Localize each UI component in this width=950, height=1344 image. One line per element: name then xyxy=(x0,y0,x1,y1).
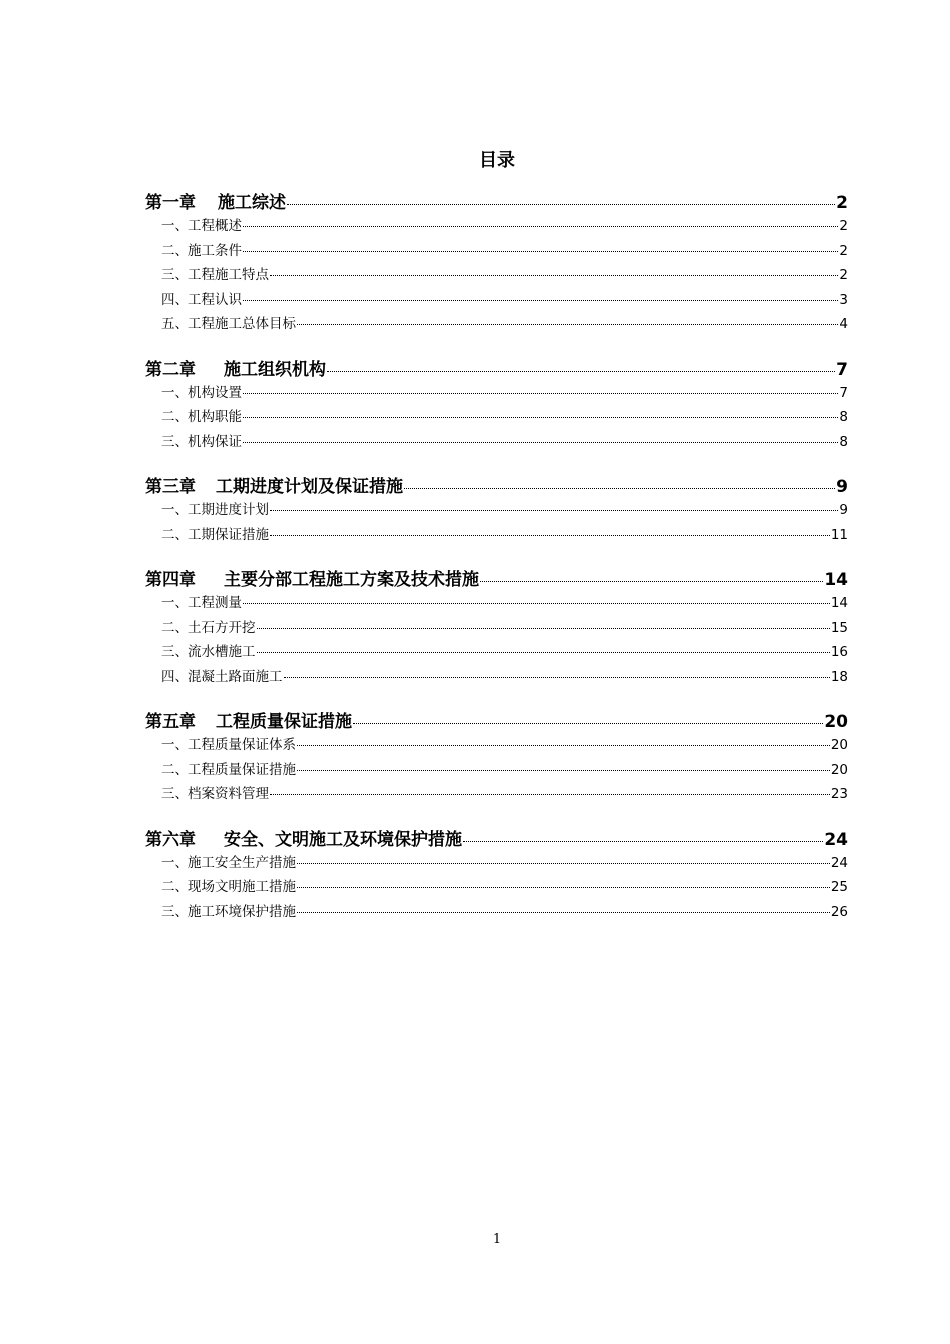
dot-leader xyxy=(243,393,838,394)
chapter-label: 第一章 xyxy=(145,193,196,213)
dot-leader xyxy=(287,204,835,205)
toc-chapter xyxy=(145,472,848,547)
toc-section-entry[interactable] xyxy=(145,430,848,455)
chapter-page-number: 14 xyxy=(824,570,848,590)
toc-chapter xyxy=(145,188,848,337)
toc-chapter xyxy=(145,825,848,925)
chapter-title: 工期进度计划及保证措施 xyxy=(216,477,403,497)
dot-leader xyxy=(243,251,838,252)
dot-leader xyxy=(243,226,838,227)
section-page-number: 26 xyxy=(830,903,848,920)
toc-chapter-entry[interactable] xyxy=(145,472,848,498)
dot-leader xyxy=(297,770,830,771)
section-page-number: 4 xyxy=(839,316,848,332)
toc-section-entry[interactable] xyxy=(145,498,848,523)
section-title: 一、施工安全生产措施 xyxy=(161,854,296,871)
toc-section-entry[interactable] xyxy=(145,239,848,264)
dot-leader xyxy=(480,581,823,582)
dot-leader xyxy=(257,628,830,629)
dot-leader xyxy=(297,745,830,746)
toc-chapter-entry[interactable] xyxy=(145,825,848,851)
toc-section-entry[interactable] xyxy=(145,523,848,548)
dot-leader xyxy=(404,488,835,489)
section-title: 三、机构保证 xyxy=(161,433,242,450)
toc-chapter-entry[interactable] xyxy=(145,188,848,214)
dot-leader xyxy=(270,794,830,795)
section-title: 三、流水槽施工 xyxy=(161,644,256,660)
toc-section-entry[interactable] xyxy=(145,900,848,925)
section-title: 四、混凝土路面施工 xyxy=(161,668,283,685)
toc-section-entry[interactable] xyxy=(145,851,848,876)
page-number: 1 xyxy=(492,1232,502,1247)
chapter-page-number: 2 xyxy=(836,193,848,213)
section-page-number: 20 xyxy=(830,737,848,753)
section-page-number: 2 xyxy=(839,242,848,259)
chapter-title: 工程质量保证措施 xyxy=(216,712,352,732)
toc-section-entry[interactable] xyxy=(145,312,848,337)
section-page-number: 18 xyxy=(830,668,848,685)
dot-leader xyxy=(297,863,830,864)
section-page-number: 20 xyxy=(830,761,848,778)
toc-section-entry[interactable] xyxy=(145,591,848,616)
chapter-label: 第三章 xyxy=(145,477,196,497)
section-title: 二、工程质量保证措施 xyxy=(161,761,296,778)
dot-leader xyxy=(243,300,838,301)
dot-leader xyxy=(297,887,830,888)
chapter-label: 第五章 xyxy=(145,712,196,732)
section-page-number: 14 xyxy=(830,595,848,611)
chapter-page-number: 9 xyxy=(836,477,848,497)
section-page-number: 7 xyxy=(839,384,848,401)
toc-section-entry[interactable] xyxy=(145,758,848,783)
chapter-title: 安全、文明施工及环境保护措施 xyxy=(224,829,462,850)
section-page-number: 11 xyxy=(830,526,848,543)
toc-section-entry[interactable] xyxy=(145,263,848,288)
toc-chapter-entry[interactable] xyxy=(145,355,848,381)
section-page-number: 25 xyxy=(830,879,848,895)
section-title: 一、工程质量保证体系 xyxy=(161,737,296,753)
section-page-number: 8 xyxy=(839,433,848,450)
toc-section-entry[interactable] xyxy=(145,616,848,641)
dot-leader xyxy=(243,603,830,604)
chapter-page-number: 24 xyxy=(824,829,848,850)
section-title: 四、工程认识 xyxy=(161,291,242,308)
toc-section-entry[interactable] xyxy=(145,381,848,406)
table-of-contents xyxy=(145,188,848,924)
section-page-number: 8 xyxy=(839,409,848,425)
chapter-label: 第二章 xyxy=(145,359,196,380)
chapter-page-number: 20 xyxy=(824,712,848,732)
section-title: 三、档案资料管理 xyxy=(161,786,269,802)
toc-section-entry[interactable] xyxy=(145,782,848,807)
chapter-page-number: 7 xyxy=(836,359,848,380)
toc-chapter xyxy=(145,565,848,689)
dot-leader xyxy=(243,442,838,443)
dot-leader xyxy=(284,677,830,678)
section-title: 一、工程概述 xyxy=(161,218,242,234)
dot-leader xyxy=(270,510,838,511)
section-title: 三、工程施工特点 xyxy=(161,267,269,283)
section-title: 五、工程施工总体目标 xyxy=(161,316,296,332)
chapter-title: 施工组织机构 xyxy=(224,359,326,380)
toc-section-entry[interactable] xyxy=(145,640,848,665)
section-title: 一、工程测量 xyxy=(161,595,242,611)
section-title: 一、工期进度计划 xyxy=(161,502,269,518)
chapter-title: 施工综述 xyxy=(218,193,286,213)
toc-title: 目录 xyxy=(479,150,515,171)
section-page-number: 9 xyxy=(839,502,848,518)
dot-leader xyxy=(297,912,830,913)
section-page-number: 15 xyxy=(830,619,848,636)
section-page-number: 2 xyxy=(839,267,848,283)
toc-chapter xyxy=(145,707,848,807)
dot-leader xyxy=(270,275,838,276)
toc-section-entry[interactable] xyxy=(145,288,848,313)
dot-leader xyxy=(463,841,823,842)
dot-leader xyxy=(327,371,835,372)
toc-chapter-entry[interactable] xyxy=(145,707,848,733)
chapter-title: 主要分部工程施工方案及技术措施 xyxy=(224,570,479,590)
section-title: 一、机构设置 xyxy=(161,384,242,401)
toc-section-entry[interactable] xyxy=(145,405,848,430)
section-page-number: 23 xyxy=(830,786,848,802)
dot-leader xyxy=(257,652,830,653)
section-title: 二、土石方开挖 xyxy=(161,619,256,636)
toc-chapter xyxy=(145,355,848,455)
toc-chapter-entry[interactable] xyxy=(145,565,848,591)
dot-leader xyxy=(243,417,838,418)
dot-leader xyxy=(297,324,838,325)
section-title: 二、施工条件 xyxy=(161,242,242,259)
dot-leader xyxy=(353,723,823,724)
section-page-number: 24 xyxy=(830,854,848,871)
section-page-number: 16 xyxy=(830,644,848,660)
section-page-number: 3 xyxy=(839,291,848,308)
chapter-label: 第四章 xyxy=(145,570,196,590)
section-title: 三、施工环境保护措施 xyxy=(161,903,296,920)
section-title: 二、现场文明施工措施 xyxy=(161,879,296,895)
section-page-number: 2 xyxy=(839,218,848,234)
chapter-label: 第六章 xyxy=(145,829,196,850)
dot-leader xyxy=(270,535,830,536)
section-title: 二、机构职能 xyxy=(161,409,242,425)
section-title: 二、工期保证措施 xyxy=(161,526,269,543)
toc-section-entry[interactable] xyxy=(145,733,848,758)
toc-section-entry[interactable] xyxy=(145,665,848,690)
toc-section-entry[interactable] xyxy=(145,214,848,239)
toc-section-entry[interactable] xyxy=(145,875,848,900)
